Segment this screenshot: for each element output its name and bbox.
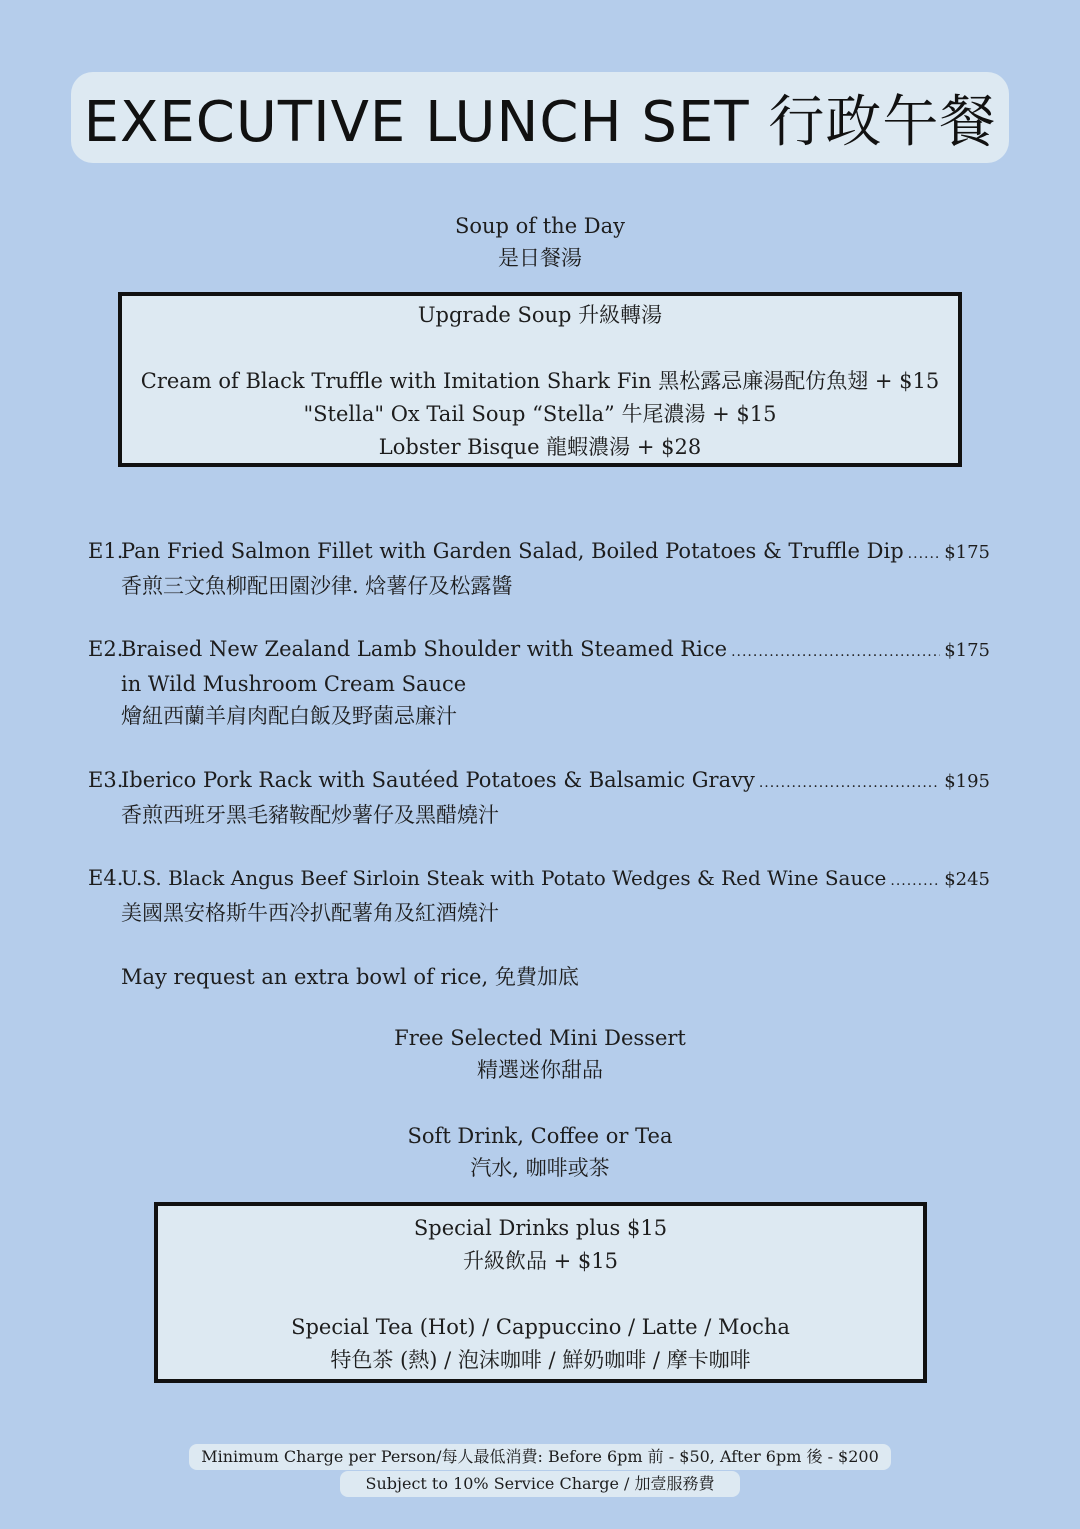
special-drinks-heading-zh: 升級飲品 + $15 <box>462 1249 619 1273</box>
special-drinks-items-zh: 特色茶 (熱) / 泡沫咖啡 / 鮮奶咖啡 / 摩卡咖啡 <box>330 1348 751 1372</box>
soup-zh: 是日餐湯 <box>498 246 582 270</box>
drink-en: Soft Drink, Coffee or Tea <box>407 1124 673 1148</box>
dish-name: Iberico Pork Rack with Sautéed Potatoes & Balsamic Gravy <box>121 768 755 792</box>
dish-name: U.S. Black Angus Beef Sirloin Steak with Potato Wedges & Red Wine Sauce <box>121 866 887 890</box>
dish-code: E4. <box>88 866 124 890</box>
upgrade-soup-item: Cream of Black Truffle with Imitation Shark Fin 黑松露忌廉湯配仿魚翅 + $15 <box>140 369 940 393</box>
upgrade-soup-item: "Stella" Ox Tail Soup “Stella” 牛尾濃湯 + $15 <box>303 402 777 426</box>
page-title: EXECUTIVE LUNCH SET 行政午餐 <box>83 89 997 155</box>
title-banner <box>71 72 1009 163</box>
dish-zh: 香煎三文魚柳配田園沙律. 焓薯仔及松露醬 <box>121 574 513 598</box>
dish-price: $195 <box>944 771 990 792</box>
leader-dots <box>759 767 940 799</box>
dish-e4 <box>88 862 990 929</box>
special-drinks-heading-en: Special Drinks plus $15 <box>413 1216 668 1240</box>
dish-code: E2. <box>88 637 124 661</box>
drink-zh: 汽水, 咖啡或茶 <box>470 1156 610 1180</box>
dessert-zh: 精選迷你甜品 <box>477 1058 603 1082</box>
dish-sauce: in Wild Mushroom Cream Sauce <box>121 672 467 696</box>
dish-e3 <box>88 764 990 831</box>
rice-note: May request an extra bowl of rice, 免費加底 <box>121 965 579 989</box>
soup-of-the-day <box>0 210 1080 274</box>
leader-dots <box>890 865 940 897</box>
dish-e2 <box>88 633 990 732</box>
minimum-charge: Minimum Charge per Person/每人最低消費: Before 6pm 前 - $50, After 6pm 後 - $200 <box>189 1444 891 1470</box>
upgrade-soup-heading: Upgrade Soup 升級轉湯 <box>417 303 663 327</box>
special-drinks-items-en: Special Tea (Hot) / Cappuccino / Latte / Mocha <box>291 1315 790 1339</box>
dish-zh: 美國黑安格斯牛西冷扒配薯角及紅酒燒汁 <box>121 901 499 925</box>
dish-code: E3. <box>88 768 124 792</box>
service-charge: Subject to 10% Service Charge / 加壹服務費 <box>340 1471 740 1497</box>
upgrade-soup-item: Lobster Bisque 龍蝦濃湯 + $28 <box>378 435 702 459</box>
dish-name: Braised New Zealand Lamb Shoulder with Steamed Rice <box>121 637 728 661</box>
leader-dots <box>731 636 940 668</box>
dish-price: $175 <box>944 640 990 661</box>
dish-price: $175 <box>944 542 990 563</box>
dish-code: E1. <box>88 539 124 563</box>
drink <box>0 1120 1080 1184</box>
dessert-en: Free Selected Mini Dessert <box>394 1026 686 1050</box>
upgrade-soup-box <box>118 292 962 467</box>
dish-name: Pan Fried Salmon Fillet with Garden Salad, Boiled Potatoes & Truffle Dip <box>121 539 904 563</box>
dish-price: $245 <box>944 869 990 890</box>
dish-zh: 燴紐西蘭羊肩肉配白飯及野菌忌廉汁 <box>121 704 457 728</box>
special-drinks-box <box>154 1202 927 1383</box>
leader-dots <box>908 538 941 570</box>
soup-en: Soup of the Day <box>454 214 626 238</box>
dish-zh: 香煎西班牙黑毛豬鞍配炒薯仔及黑醋燒汁 <box>121 803 499 827</box>
dessert <box>0 1022 1080 1086</box>
dish-e1 <box>88 535 990 602</box>
